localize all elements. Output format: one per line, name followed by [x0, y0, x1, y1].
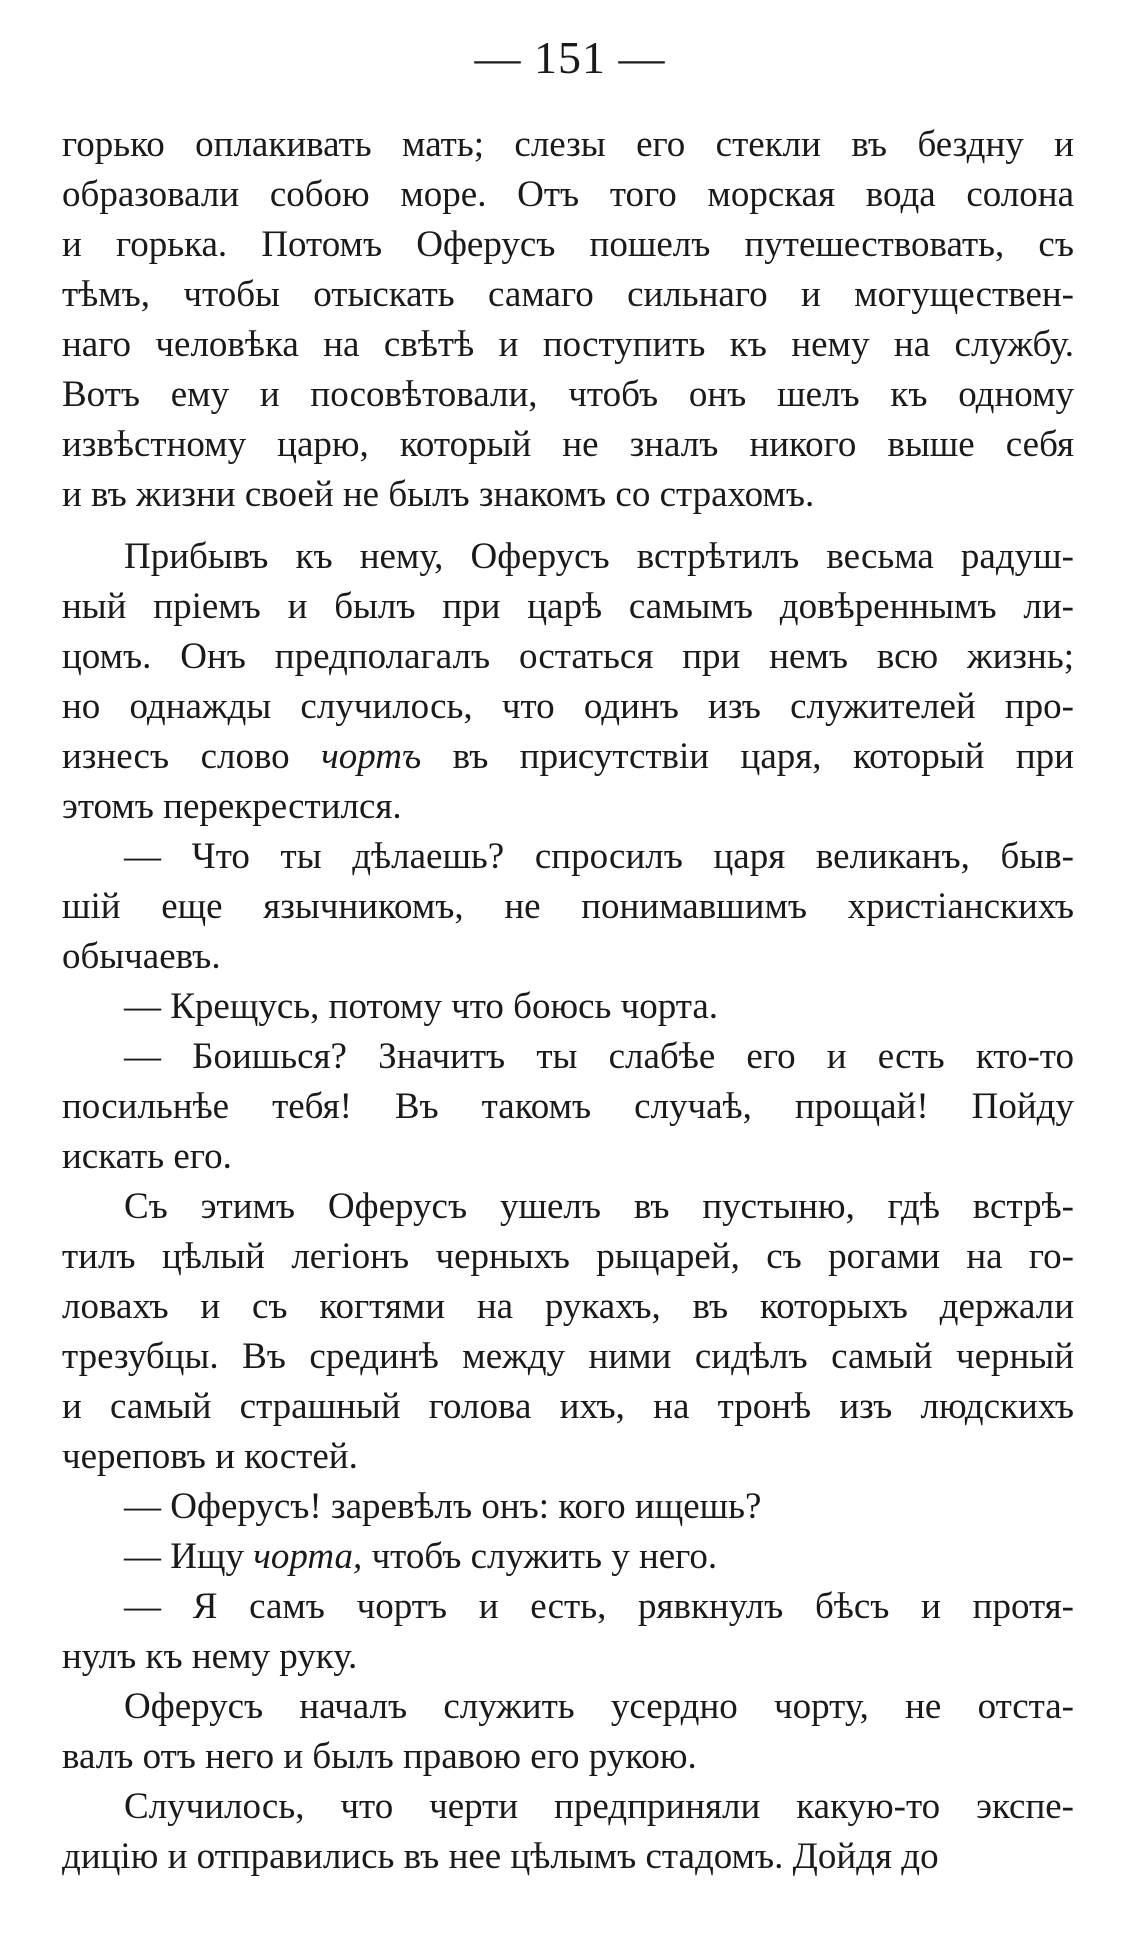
text-line: этомъ перекрестился. — [62, 786, 402, 827]
paragraph — [62, 832, 1074, 982]
text-run: — Ищу — [124, 1536, 254, 1577]
paragraph — [62, 1532, 1074, 1582]
page-number: — 151 — — [474, 32, 666, 83]
paragraph — [62, 1682, 1074, 1782]
text-line: Вотъ ему и посовѣтовали, чтобъ онъ шелъ къ одному — [62, 374, 1074, 415]
text-line: извѣстному царю, который не зналъ никого выше себя — [62, 424, 1074, 465]
text-line: Прибывъ къ нему, Оферусъ встрѣтилъ весьма радуш- — [124, 536, 1074, 577]
text-line: посильнѣе тебя! Въ такомъ случаѣ, прощай! Пойду — [62, 1086, 1074, 1127]
text-line: нулъ къ нему руку. — [62, 1636, 358, 1677]
text-line: Оферусъ началъ служить усердно чорту, не отста- — [124, 1686, 1074, 1727]
text-line: ный пріемъ и былъ при царѣ самымъ довѣреннымъ ли- — [62, 586, 1074, 627]
text-line: тилъ цѣлый легіонъ черныхъ рыцарей, съ рогами на го- — [62, 1236, 1074, 1277]
text-line: Съ этимъ Оферусъ ушелъ въ пустыню, гдѣ встрѣ- — [124, 1186, 1074, 1227]
text-line: — Что ты дѣлаешь? спросилъ царя великанъ, быв- — [124, 836, 1074, 877]
text-line: — Боишься? Значитъ ты слабѣе его и есть кто-то — [124, 1036, 1074, 1077]
text-line: но однажды случилось, что одинъ изъ служителей про- — [62, 686, 1074, 727]
text-line: обычаевъ. — [62, 936, 221, 977]
paragraph — [62, 1582, 1074, 1682]
text-run: изнесъ слово — [62, 736, 322, 777]
paragraph — [62, 1182, 1074, 1482]
text-line: горько оплакивать мать; слезы его стекли въ бездну и — [62, 124, 1074, 165]
paragraph — [62, 120, 1074, 520]
text-line: череповъ и костей. — [62, 1436, 358, 1477]
text-line — [62, 732, 1074, 782]
italic-word: чорта, — [253, 1536, 363, 1577]
text-line: — Оферусъ! заревѣлъ онъ: кого ищешь? — [124, 1486, 762, 1527]
italic-word: чортъ — [321, 736, 422, 777]
text-line: ловахъ и съ когтями на рукахъ, въ которыхъ держали — [62, 1286, 1074, 1327]
text-line — [62, 1532, 1074, 1582]
text-line: и самый страшный голова ихъ, на тронѣ изъ людскихъ — [62, 1386, 1074, 1427]
text-run: чтобъ служить у него. — [362, 1536, 718, 1577]
paragraph — [62, 1032, 1074, 1182]
text-line: трезубцы. Въ срединѣ между ними сидѣлъ самый черный — [62, 1336, 1074, 1377]
text-line: — Крещусь, потому что боюсь чорта. — [124, 986, 719, 1027]
text-line: искать его. — [62, 1136, 232, 1177]
text-line: тѣмъ, чтобы отыскать самаго сильнаго и могуществен- — [62, 274, 1074, 315]
page-text — [62, 120, 1074, 1882]
text-line: шій еще язычникомъ, не понимавшимъ христіанскихъ — [62, 886, 1074, 927]
text-line: образовали собою море. Отъ того морская вода солона — [62, 174, 1074, 215]
text-line: валъ отъ него и былъ правою его рукою. — [62, 1736, 697, 1777]
text-line: и горька. Потомъ Оферусъ пошелъ путешествовать, съ — [62, 224, 1074, 265]
paragraph — [62, 1782, 1074, 1882]
text-line: наго человѣка на свѣтѣ и поступить къ нему на службу. — [62, 324, 1074, 365]
text-run: въ присутствіи царя, который при — [421, 736, 1074, 777]
paragraph — [62, 982, 1074, 1032]
text-line: — Я самъ чортъ и есть, рявкнулъ бѣсъ и протя- — [124, 1586, 1074, 1627]
text-line: дицію и отправились въ нее цѣлымъ стадомъ. Дойдя до — [62, 1836, 939, 1877]
text-line: цомъ. Онъ предполагалъ остаться при немъ всю жизнь; — [62, 636, 1074, 677]
text-line: и въ жизни своей не былъ знакомъ со страхомъ. — [62, 474, 815, 515]
text-line: Случилось, что черти предприняли какую-то экспе- — [124, 1786, 1074, 1827]
paragraph — [62, 1482, 1074, 1532]
paragraph — [62, 532, 1074, 832]
